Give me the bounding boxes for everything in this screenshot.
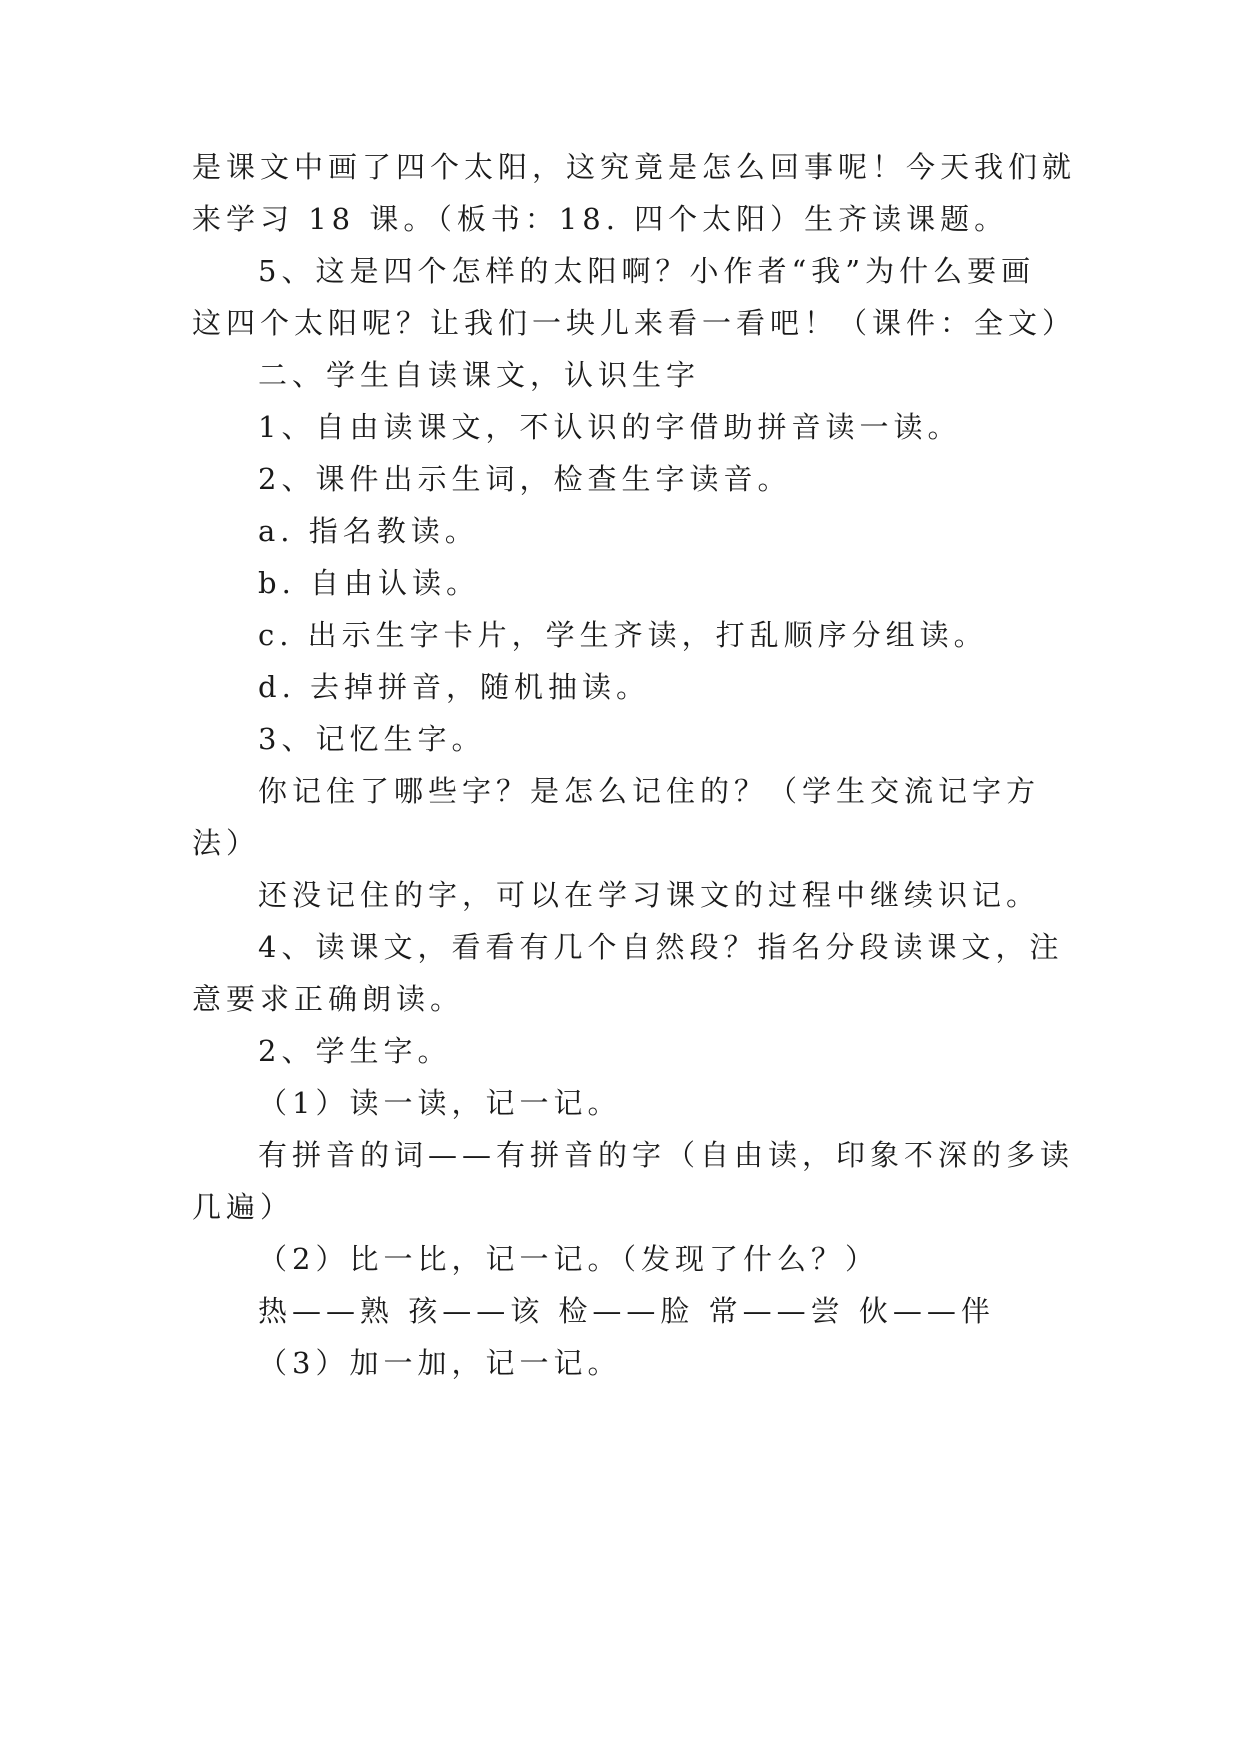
text-line: 是课文中画了四个太阳，这究竟是怎么回事呢！今天我们就 <box>192 150 1077 184</box>
text-line: 来学习 18 课。（板书：18. 四个太阳）生齐读课题。 <box>192 202 1009 236</box>
section-heading: 二、学生自读课文，认识生字 <box>258 358 701 392</box>
text-line: 2、课件出示生词，检查生字读音。 <box>258 462 792 496</box>
list-item: a. 指名教读。 <box>258 514 479 548</box>
text-line: 有拼音的词——有拼音的字（自由读，印象不深的多读 <box>258 1138 1075 1172</box>
text-line: 3、记忆生字。 <box>258 722 486 756</box>
list-item: （2）比一比，记一记。（发现了什么？） <box>258 1242 879 1276</box>
text-line: 5、这是四个怎样的太阳啊？小作者“我”为什么要画 <box>258 254 1036 288</box>
character-pairs: 热——熟 孩——该 检——脸 常——尝 伙——伴 <box>258 1294 995 1328</box>
text-line: 1、自由读课文，不认识的字借助拼音读一读。 <box>258 410 962 444</box>
list-item: （3）加一加，记一记。 <box>258 1346 622 1380</box>
text-line: 你记住了哪些字？是怎么记住的？（学生交流记字方 <box>258 774 1041 808</box>
text-line: 法） <box>192 826 261 860</box>
list-item: b. 自由认读。 <box>258 566 481 600</box>
text-line: 这四个太阳呢？让我们一块儿来看一看吧！（课件：全文） <box>192 306 1077 340</box>
text-line: 2、学生字。 <box>258 1034 452 1068</box>
text-line: 还没记住的字，可以在学习课文的过程中继续识记。 <box>258 878 1041 912</box>
list-item: c. 出示生字卡片，学生齐读，打乱顺序分组读。 <box>258 618 988 652</box>
text-line: 几遍） <box>192 1190 295 1224</box>
text-line: 意要求正确朗读。 <box>192 982 465 1016</box>
list-item: d. 去掉拼音，随机抽读。 <box>258 670 651 704</box>
list-item: （1）读一读，记一记。 <box>258 1086 622 1120</box>
text-line: 4、读课文，看看有几个自然段？指名分段读课文，注 <box>258 930 1064 964</box>
